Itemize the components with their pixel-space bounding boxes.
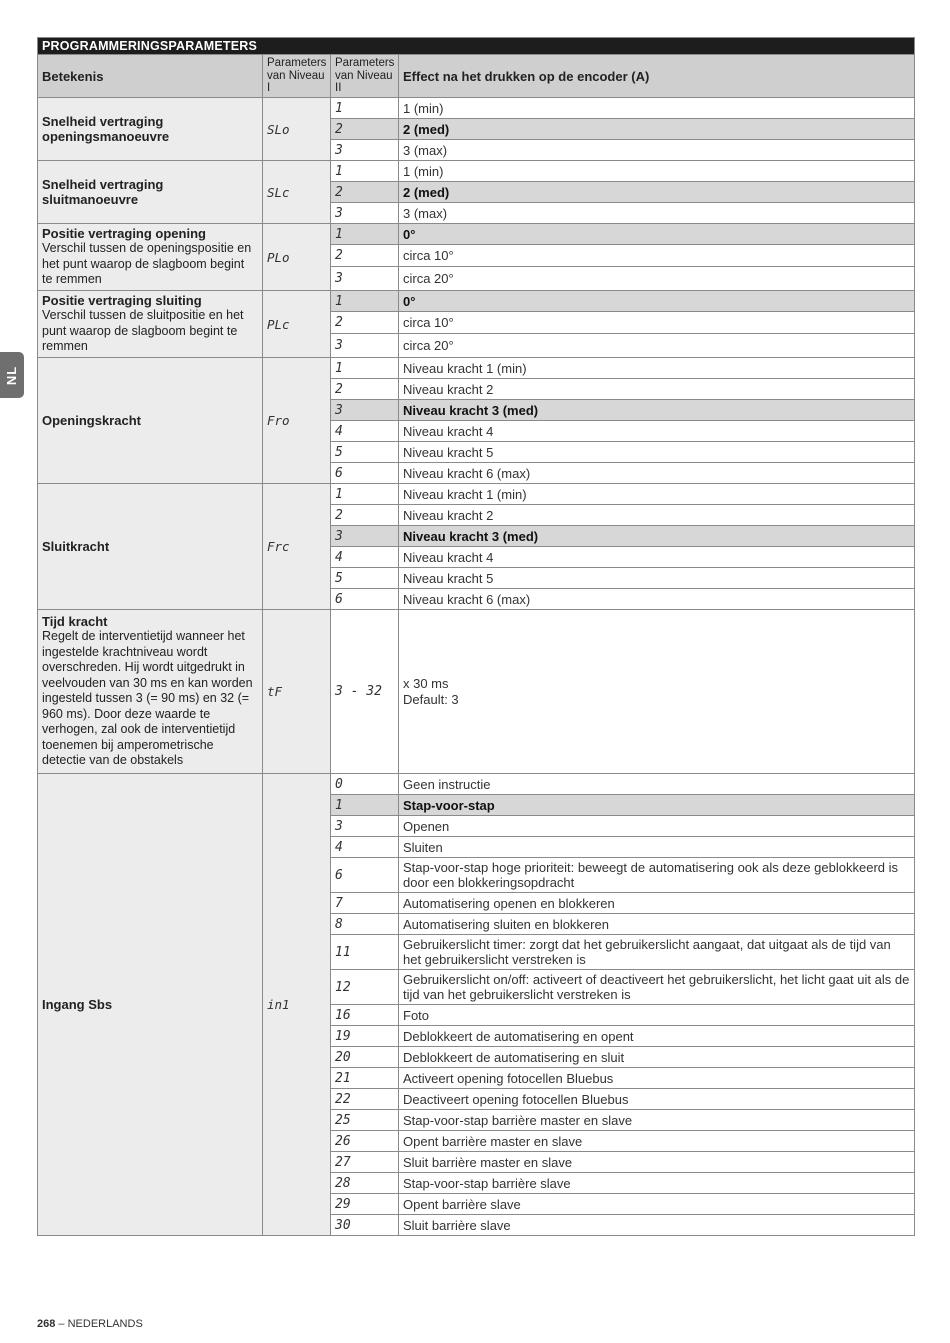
level2-value: 1 xyxy=(331,291,399,312)
effect-description: Sluit barrière slave xyxy=(399,1215,915,1236)
effect-description: 0° xyxy=(399,224,915,245)
level1-code: PLo xyxy=(263,224,331,291)
effect-description: circa 10° xyxy=(399,245,915,267)
level2-value: 6 xyxy=(331,463,399,484)
effect-description: Stap-voor-stap barrière slave xyxy=(399,1173,915,1194)
level2-value: 20 xyxy=(331,1047,399,1068)
footer-language: NEDERLANDS xyxy=(67,1318,143,1330)
parameter-title: Positie vertraging sluiting xyxy=(42,293,202,309)
effect-description: 1 (min) xyxy=(399,161,915,182)
level2-value: 27 xyxy=(331,1152,399,1173)
level2-value: 1 xyxy=(331,484,399,505)
effect-description: 3 (max) xyxy=(399,203,915,224)
level2-value: 5 xyxy=(331,568,399,589)
effect-description: Deblokkeert de automatisering en sluit xyxy=(399,1047,915,1068)
table-row xyxy=(38,161,915,182)
level2-value: 6 xyxy=(331,858,399,893)
level2-value: 3 xyxy=(331,267,399,291)
parameter-title: Ingang Sbs xyxy=(42,997,113,1012)
level2-value: 3 xyxy=(331,526,399,547)
effect-description: Niveau kracht 2 xyxy=(399,505,915,526)
level2-value: 2 xyxy=(331,245,399,267)
parameter-label xyxy=(38,774,263,1236)
level2-value: 4 xyxy=(331,837,399,858)
level2-value: 30 xyxy=(331,1215,399,1236)
header-level1: Parameters van Niveau I xyxy=(263,55,331,98)
effect-description: Stap-voor-stap barrière master en slave xyxy=(399,1110,915,1131)
level2-value: 25 xyxy=(331,1110,399,1131)
table-row xyxy=(38,98,915,119)
level1-code: tF xyxy=(263,610,331,774)
effect-description: circa 10° xyxy=(399,312,915,334)
parameter-title: Positie vertraging opening xyxy=(42,226,206,242)
table-row xyxy=(38,774,915,795)
level1-code: SLo xyxy=(263,98,331,161)
table-row xyxy=(38,484,915,505)
level2-value: 28 xyxy=(331,1173,399,1194)
parameter-description: Verschil tussen de sluitpositie en het punt waarop de slagboom begint te remmen xyxy=(42,308,244,354)
effect-description: 2 (med) xyxy=(399,182,915,203)
level2-value: 2 xyxy=(331,182,399,203)
level2-value: 4 xyxy=(331,421,399,442)
header-effect: Effect na het drukken op de encoder (A) xyxy=(399,55,915,98)
parameter-label xyxy=(38,291,263,358)
level2-value: 22 xyxy=(331,1089,399,1110)
level2-value: 19 xyxy=(331,1026,399,1047)
effect-description: Opent barrière master en slave xyxy=(399,1131,915,1152)
effect-description: Deblokkeert de automatisering en opent xyxy=(399,1026,915,1047)
parameter-label xyxy=(38,161,263,224)
level2-value: 2 xyxy=(331,312,399,334)
table-row xyxy=(38,358,915,379)
level2-value: 3 xyxy=(331,140,399,161)
effect-description: Niveau kracht 1 (min) xyxy=(399,358,915,379)
level2-value: 1 xyxy=(331,795,399,816)
effect-description: Gebruikerslicht on/off: activeert of deactiveert het gebruikerslicht, het licht gaat uit als de tijd van het gebruikerslicht verstreken is xyxy=(399,970,915,1005)
parameter-label xyxy=(38,484,263,610)
effect-description: Automatisering openen en blokkeren xyxy=(399,893,915,914)
language-tab xyxy=(0,352,24,398)
parameter-description: Regelt de interventietijd wanneer het ingestelde krachtniveau wordt overschreden. Hij wordt uitgedrukt in veelvouden van 30 ms en kan worden ingesteld tussen 3 (= 90 ms) en 32 (= 960 ms). Door deze waarde te verhogen, zal ook de interventietijd toenemen bij amperometrische detectie van de obstakels xyxy=(42,629,253,768)
effect-description: 1 (min) xyxy=(399,98,915,119)
level2-value: 1 xyxy=(331,98,399,119)
effect-description: Opent barrière slave xyxy=(399,1194,915,1215)
parameter-label xyxy=(38,358,263,484)
parameter-title: Tijd kracht xyxy=(42,614,108,630)
table-row xyxy=(38,291,915,312)
level2-value: 3 xyxy=(331,334,399,358)
parameters-table xyxy=(37,37,915,1236)
effect-description: Gebruikerslicht timer: zorgt dat het gebruikerslicht aangaat, dat uitgaat als de tijd van het gebruikerslicht verstreken is xyxy=(399,935,915,970)
page-footer xyxy=(37,1318,143,1330)
effect-description: Foto xyxy=(399,1005,915,1026)
level2-value: 2 xyxy=(331,505,399,526)
language-tab-label: NL xyxy=(4,365,20,385)
effect-description: Niveau kracht 5 xyxy=(399,442,915,463)
table-row xyxy=(38,610,915,774)
header-meaning: Betekenis xyxy=(38,55,263,98)
effect-description: Automatisering sluiten en blokkeren xyxy=(399,914,915,935)
level1-code: in1 xyxy=(263,774,331,1236)
effect-line: x 30 ms xyxy=(403,676,449,691)
level2-value: 5 xyxy=(331,442,399,463)
effect-description: Stap-voor-stap xyxy=(399,795,915,816)
level2-value: 6 xyxy=(331,589,399,610)
level2-value: 2 xyxy=(331,379,399,400)
level2-value: 3 xyxy=(331,203,399,224)
header-level2: Parameters van Niveau II xyxy=(331,55,399,98)
effect-description: Niveau kracht 6 (max) xyxy=(399,463,915,484)
level2-value: 7 xyxy=(331,893,399,914)
level2-value: 3 xyxy=(331,400,399,421)
effect-description: Niveau kracht 4 xyxy=(399,547,915,568)
level2-value: 1 xyxy=(331,224,399,245)
level2-value: 8 xyxy=(331,914,399,935)
level2-value: 4 xyxy=(331,547,399,568)
effect-description: Niveau kracht 3 (med) xyxy=(399,400,915,421)
effect-description: Niveau kracht 5 xyxy=(399,568,915,589)
level2-value: 1 xyxy=(331,358,399,379)
effect-description: circa 20° xyxy=(399,334,915,358)
parameter-label xyxy=(38,98,263,161)
parameter-label xyxy=(38,610,263,774)
level2-value: 16 xyxy=(331,1005,399,1026)
level2-value: 2 xyxy=(331,119,399,140)
effect-description: Niveau kracht 2 xyxy=(399,379,915,400)
parameter-label xyxy=(38,224,263,291)
effect-description xyxy=(399,610,915,774)
effect-description: Niveau kracht 4 xyxy=(399,421,915,442)
effect-description: Niveau kracht 3 (med) xyxy=(399,526,915,547)
parameter-title: Snelheid vertraging openingsmanoeuvre xyxy=(42,114,170,144)
parameter-description: Verschil tussen de openingspositie en het punt waarop de slagboom begint te remmen xyxy=(42,241,252,287)
effect-description: Sluit barrière master en slave xyxy=(399,1152,915,1173)
level2-value: 29 xyxy=(331,1194,399,1215)
effect-description: Deactiveert opening fotocellen Bluebus xyxy=(399,1089,915,1110)
effect-line: Default: 3 xyxy=(403,691,459,707)
level1-code: PLc xyxy=(263,291,331,358)
effect-description: 0° xyxy=(399,291,915,312)
level1-code: Fro xyxy=(263,358,331,484)
effect-description: 3 (max) xyxy=(399,140,915,161)
level1-code: SLc xyxy=(263,161,331,224)
level2-value: 0 xyxy=(331,774,399,795)
page-number: 268 xyxy=(37,1318,56,1330)
table-header-row xyxy=(38,55,915,98)
level2-value: 3 - 32 xyxy=(331,610,399,774)
level2-value: 3 xyxy=(331,816,399,837)
table-body xyxy=(38,98,915,1236)
level2-value: 12 xyxy=(331,970,399,1005)
level2-value: 26 xyxy=(331,1131,399,1152)
effect-description: Niveau kracht 6 (max) xyxy=(399,589,915,610)
effect-description: Sluiten xyxy=(399,837,915,858)
parameter-title: Openingskracht xyxy=(42,413,141,428)
table-title: PROGRAMMERINGSPARAMETERS xyxy=(38,38,915,55)
parameter-title: Snelheid vertraging sluitmanoeuvre xyxy=(42,177,164,207)
effect-description: Geen instructie xyxy=(399,774,915,795)
footer-separator: – xyxy=(55,1318,68,1330)
effect-description: 2 (med) xyxy=(399,119,915,140)
table-title-row xyxy=(38,38,915,55)
table-row xyxy=(38,224,915,245)
effect-description: Openen xyxy=(399,816,915,837)
parameter-title: Sluitkracht xyxy=(42,539,110,554)
level2-value: 11 xyxy=(331,935,399,970)
level1-code: Frc xyxy=(263,484,331,610)
effect-description: Stap-voor-stap hoge prioriteit: beweegt de automatisering ook als deze geblokkeerd is door een blokkeringsopdracht xyxy=(399,858,915,893)
effect-description: Niveau kracht 1 (min) xyxy=(399,484,915,505)
effect-description: Activeert opening fotocellen Bluebus xyxy=(399,1068,915,1089)
level2-value: 1 xyxy=(331,161,399,182)
effect-description: circa 20° xyxy=(399,267,915,291)
level2-value: 21 xyxy=(331,1068,399,1089)
